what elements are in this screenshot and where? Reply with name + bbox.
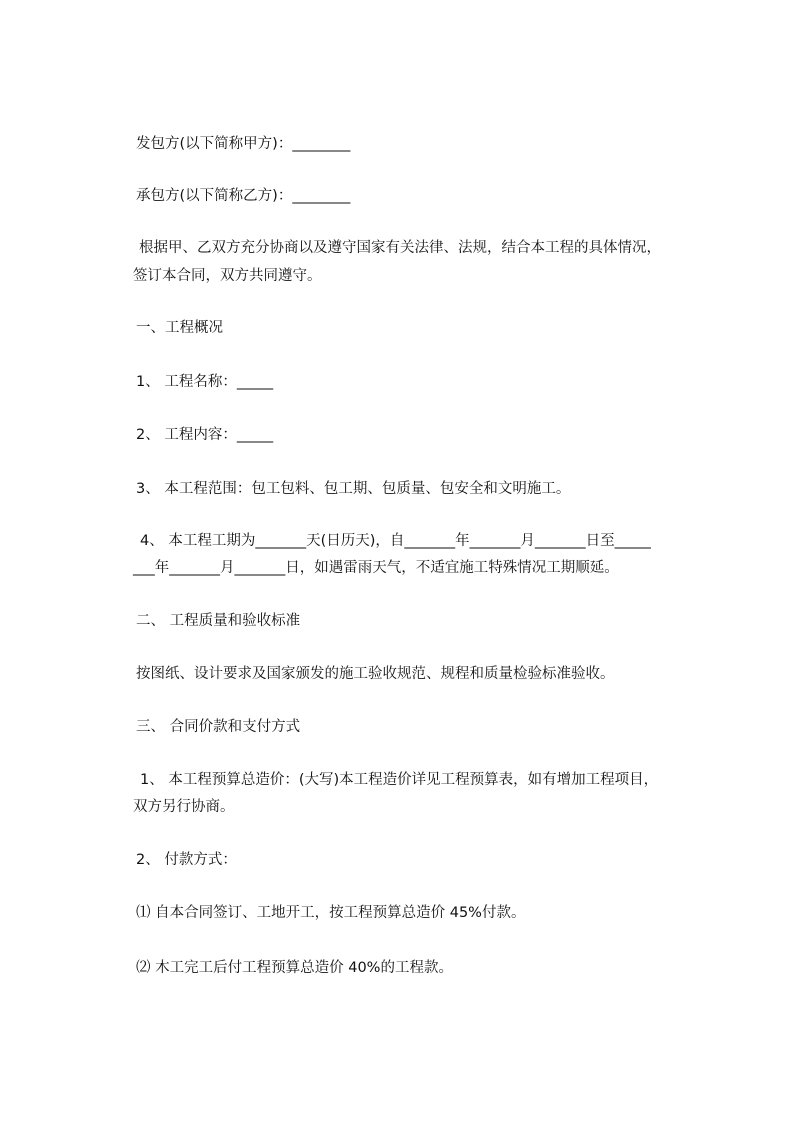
section-2-body: 按图纸、设计要求及国家颁发的施工验收规范、规程和质量检验标准验收。 <box>136 666 615 682</box>
item-project-period-line-1: 4、 本工程工期为_______天(日历天)，自_______年_______月_______日至_____ <box>140 533 651 549</box>
intro-line-2: 签订本合同，双方共同遵守。 <box>133 268 322 284</box>
item-project-scope: 3、 本工程范围：包工包料、包工期、包质量、包安全和文明施工。 <box>136 481 571 497</box>
section-1-heading: 一、工程概况 <box>136 320 223 336</box>
item-project-name: 1、 工程名称：_____ <box>136 374 274 390</box>
party-b-line: 承包方(以下简称乙方)：________ <box>136 188 351 204</box>
item-budget-line-2: 双方另行协商。 <box>133 799 235 815</box>
intro-line-1: 根据甲、乙双方充分协商以及遵守国家有关法律、法规，结合本工程的具体情况， <box>139 240 661 256</box>
section-3-heading: 三、 合同价款和支付方式 <box>136 719 301 735</box>
item-payment-method: 2、 付款方式： <box>136 852 237 868</box>
payment-term-2: ⑵ 木工完工后付工程预算总造价 40%的工程款。 <box>136 960 453 976</box>
party-a-line: 发包方(以下简称甲方)：________ <box>136 136 351 152</box>
payment-term-1: ⑴ 自本合同签订、工地开工，按工程预算总造价 45%付款。 <box>136 905 526 921</box>
section-2-heading: 二、 工程质量和验收标准 <box>136 613 301 629</box>
item-project-content: 2、 工程内容：_____ <box>136 427 274 443</box>
item-budget-line-1: 1、 本工程预算总造价：(大写)本工程造价详见工程预算表，如有增加工程项目， <box>140 772 659 788</box>
item-project-period-line-2: ___年_______月_______日，如遇雷雨天气，不适宜施工特殊情况工期顺延。 <box>133 560 619 576</box>
